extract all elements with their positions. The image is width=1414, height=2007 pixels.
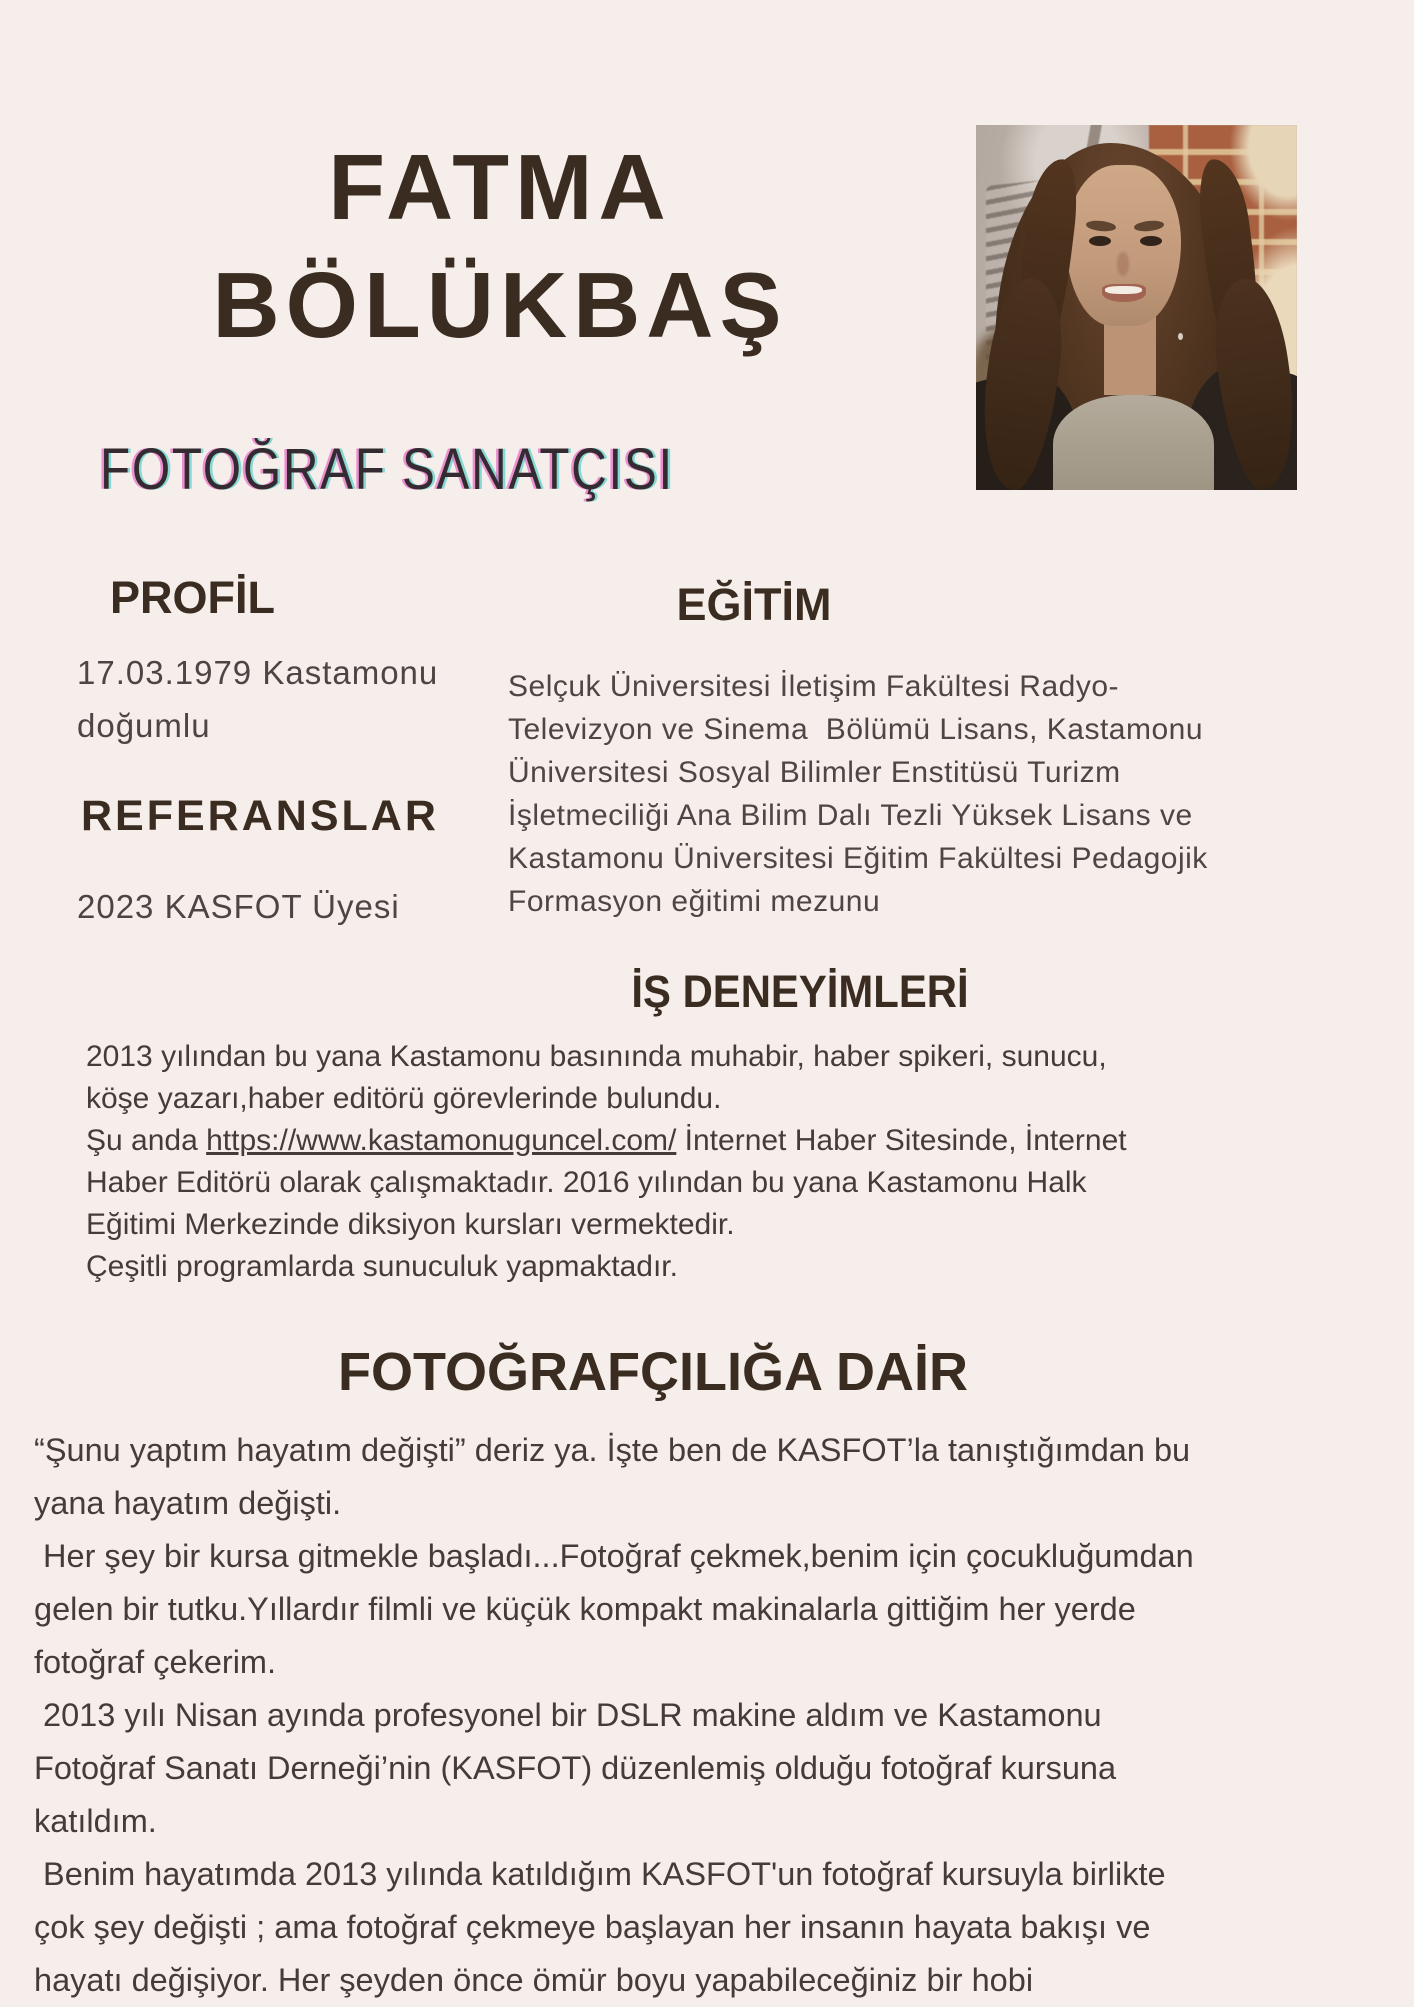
education-line: Üniversitesi Sosyal Bilimler Enstitüsü Turizm — [508, 756, 1121, 789]
name-line-1: FATMA — [328, 135, 672, 239]
photo-eyebrow-right — [1134, 220, 1165, 233]
profile-line: doğumlu — [77, 707, 211, 744]
education-line: Televizyon ve Sinema Bölümü Lisans, Kastamonu — [508, 713, 1204, 746]
about-line: “Şunu yaptım hayatım değişti” deriz ya. İşte ben de KASFOT’la tanıştığımdan bu — [34, 1432, 1191, 1468]
experience-link-suffix: İnternet Haber Sitesinde, İnternet — [676, 1124, 1127, 1157]
experience-link-prefix: Şu anda — [86, 1124, 207, 1157]
about-line: 2013 yılı Nisan ayında profesyonel bir DSLR makine aldım ve Kastamonu — [34, 1697, 1102, 1733]
about-line: fotoğraf çekerim. — [34, 1644, 277, 1680]
about-line: çok şey değişti ; ama fotoğraf çekmeye başlayan her insanın hayata bakışı ve — [34, 1909, 1151, 1945]
about-line: katıldım. — [34, 1803, 157, 1839]
page-title — [213, 128, 788, 364]
photo-nose — [1117, 252, 1130, 276]
education-line: Kastamonu Üniversitesi Eğitim Fakültesi Pedagojik — [508, 842, 1208, 875]
portrait-photo — [976, 125, 1297, 490]
photo-eye-right — [1140, 236, 1162, 246]
about-line: Benim hayatımda 2013 yılında katıldığım KASFOT'un fotoğraf kursuyla birlikte — [34, 1856, 1166, 1892]
about-line: Her şey bir kursa gitmekle başladı...Fotoğraf çekmek,benim için çocukluğumdan — [34, 1538, 1194, 1574]
experience-line: köşe yazarı,haber editörü görevlerinde bulundu. — [86, 1082, 722, 1115]
experience-line: Haber Editörü olarak çalışmaktadır. 2016 yılından bu yana Kastamonu Halk — [86, 1166, 1087, 1199]
section-title-education: EĞİTİM — [676, 579, 832, 630]
about-line: Fotoğraf Sanatı Derneği’nin (KASFOT) düzenlemiş olduğu fotoğraf kursuna — [34, 1750, 1117, 1786]
experience-text — [86, 1036, 1127, 1288]
section-title-profile: PROFİL — [110, 572, 275, 623]
education-text — [508, 665, 1208, 923]
experience-line: Çeşitli programlarda sunuculuk yapmaktadır. — [86, 1250, 678, 1283]
profile-line: 17.03.1979 Kastamonu — [77, 654, 439, 691]
education-line: Selçuk Üniversitesi İletişim Fakültesi Radyo- — [508, 670, 1120, 703]
job-subtitle: FOTOĞRAF SANATÇISI — [100, 437, 674, 502]
about-line: gelen bir tutku.Yıllardır filmli ve küçük kompakt makinalarla gittiğim her yerde — [34, 1591, 1136, 1627]
experience-line: Eğitimi Merkezinde diksiyon kursları vermektedir. — [86, 1208, 735, 1241]
about-line: hayatı değişiyor. Her şeyden önce ömür boyu yapabileceğiniz bir hobi — [34, 1962, 1034, 1998]
photo-smile — [1102, 284, 1146, 302]
section-title-experience: İŞ DENEYİMLERİ — [631, 966, 969, 1017]
about-line: yana hayatım değişti. — [34, 1485, 342, 1521]
photo-eye-left — [1089, 236, 1111, 246]
experience-line-with-link — [86, 1120, 1127, 1162]
name-line-2: BÖLÜKBAŞ — [212, 253, 788, 357]
education-line: Formasyon eğitimi mezunu — [508, 885, 881, 918]
photo-teeth — [1105, 286, 1142, 294]
photo-face — [1066, 165, 1182, 326]
photo-turtleneck-sweater — [1053, 395, 1214, 490]
experience-line: 2013 yılından bu yana Kastamonu basınında muhabir, haber spikeri, sunucu, — [86, 1040, 1107, 1073]
section-title-references: REFERANSLAR — [81, 792, 439, 840]
kastamonuguncel-link[interactable]: https://www.kastamonuguncel.com/ — [206, 1124, 677, 1157]
section-title-about-photography: FOTOĞRAFÇILIĞA DAİR — [338, 1342, 968, 1402]
about-photography-text — [34, 1424, 1194, 2007]
references-text: 2023 KASFOT Üyesi — [77, 888, 400, 925]
photo-eyebrow-left — [1085, 220, 1116, 233]
profile-text — [77, 646, 438, 752]
education-line: İşletmeciliği Ana Bilim Dalı Tezli Yüksek Lisans ve — [508, 799, 1193, 832]
